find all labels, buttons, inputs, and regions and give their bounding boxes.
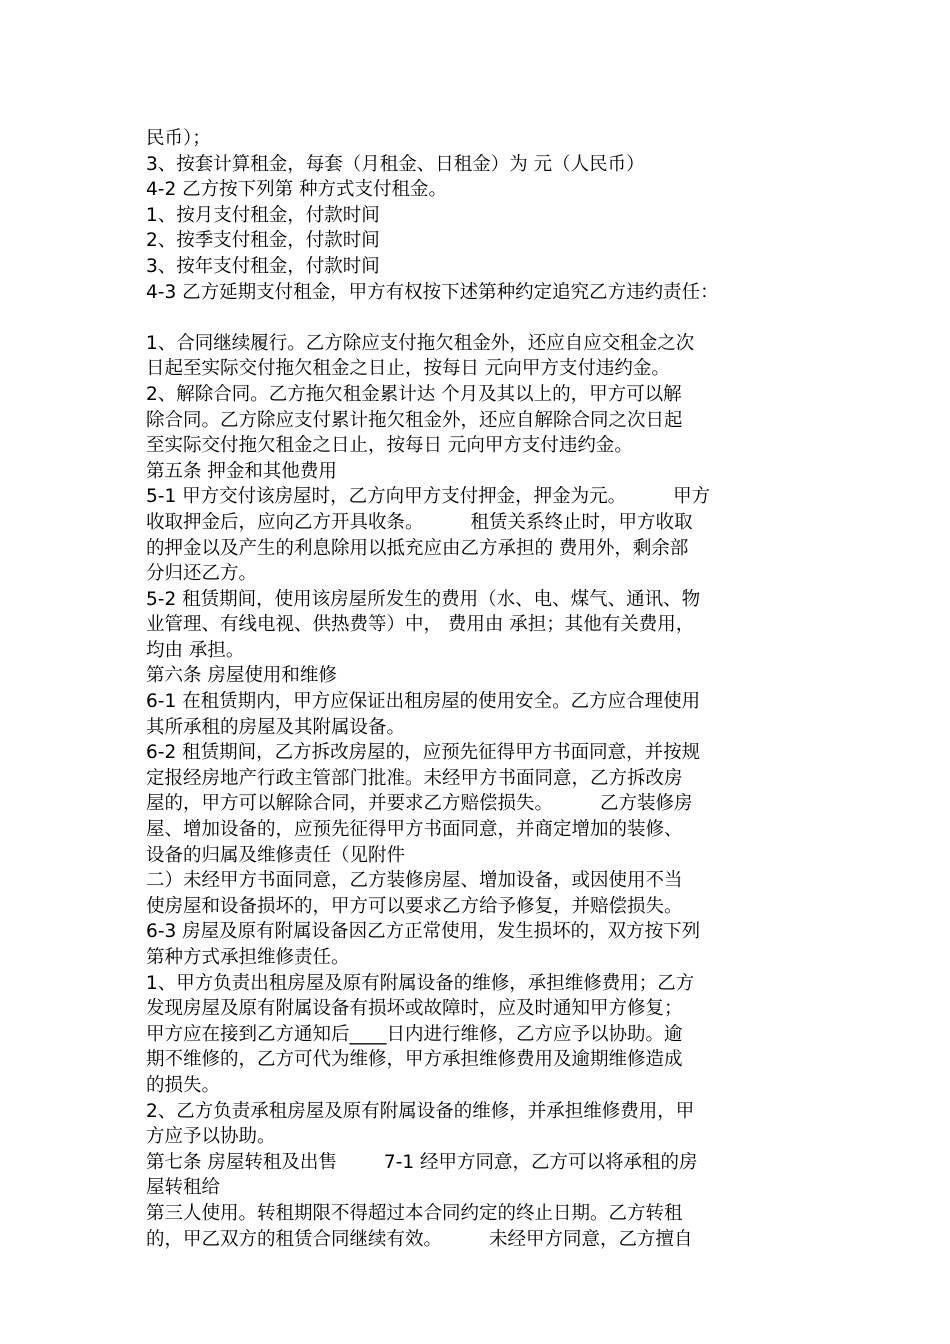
text-line: 第种方式承担维修责任。 [146,947,350,968]
text-line: 均由 承担。 [146,639,245,661]
text-line: 定报经房地产行政主管部门批准。未经甲方书面同意，乙方拆改房 [146,767,683,789]
text-line: 的损失。 [146,1074,221,1096]
text-line: 使房屋和设备损坏的，甲方可以要求乙方给予修复，并赔偿损失。 [146,895,683,917]
text-line: 4-3 乙方延期支付租金，甲方有权按下述第种约定追究乙方违约责任： [146,281,719,303]
text-line: 5-2 租赁期间，使用该房屋所发生的费用（水、电、煤气、通讯、物 [146,588,701,610]
text-line: 方应予以协助。 [146,1126,276,1148]
text-line: 2、解除合同。乙方拖欠租金累计达 个月及其以上的，甲方可以解 [146,383,682,405]
text-line: 除合同。乙方除应支付累计拖欠租金外，还应自解除合同之次日起 [146,409,683,431]
text-line: 发现房屋及原有附属设备有损坏或故障时，应及时通知甲方修复； [146,998,683,1020]
text-line: 屋、增加设备的，应预先征得甲方书面同意，并商定增加的装修、 [146,819,683,841]
text-line: 期不维修的，乙方可代为维修，甲方承担维修费用及逾期维修造成 [146,1049,683,1071]
text-line: 6-3 房屋及原有附属设备因乙方正常使用，发生损坏的，双方按下列 [146,921,701,943]
text-line: 至实际交付拖欠租金之日止，按每日 元向甲方支付违约金。 [146,435,633,457]
section-heading: 第六条 房屋使用和维修 [146,665,337,687]
contract-text [146,126,816,1252]
text-line: 收取押金后，应向乙方开具收条。 租赁关系终止时，甲方收取 [146,511,693,533]
text-line: 设备的归属及维修责任（见附件 [146,844,406,866]
text-line: 5-1 甲方交付该房屋时，乙方向甲方支付押金，押金为元。 甲方 [146,486,711,508]
text-line: 分归还乙方。 [146,563,258,585]
text-line: 的押金以及产生的利息除用以抵充应由乙方承担的 费用外，剩余部 [146,537,689,559]
text-line: 二）未经甲方书面同意，乙方装修房屋、增加设备，或因使用不当 [146,870,683,892]
text-line: 2、按季支付租金，付款时间 [146,230,380,252]
blank-line [146,305,816,331]
text-line: 3、按年支付租金，付款时间 [146,255,380,277]
text-line: 屋的，甲方可以解除合同，并要求乙方赔偿损失。 乙方装修房 [146,793,693,815]
text-line: 日起至实际交付拖欠租金之日止，按每日 元向甲方支付违约金。 [146,358,670,380]
text-line: 民币）； [146,128,211,149]
text-line: 的，甲乙双方的租赁合同继续有效。 未经甲方同意，乙方擅自 [146,1228,693,1250]
text-line: 其所承租的房屋及其附属设备。 [146,716,406,738]
section-heading: 第五条 押金和其他费用 [146,460,337,482]
section-heading: 第七条 房屋转租及出售 7-1 经甲方同意，乙方可以将承租的房 [146,1151,698,1173]
text-line: 甲方应在接到乙方通知后____日内进行维修，乙方应予以协助。逾 [146,1023,683,1045]
text-line: 6-1 在租赁期内，甲方应保证出租房屋的使用安全。乙方应合理使用 [146,691,701,713]
text-line: 3、按套计算租金，每套（月租金、日租金）为 元（人民币） [146,153,645,175]
text-line: 1、合同继续履行。乙方除应支付拖欠租金外，还应自应交租金之次 [146,332,695,354]
text-line: 4-2 乙方按下列第 种方式支付租金。 [146,179,447,201]
text-line: 1、甲方负责出租房屋及原有附属设备的维修，承担维修费用；乙方 [146,972,695,994]
text-line: 1、按月支付租金，付款时间 [146,204,380,226]
text-line: 6-2 租赁期间，乙方拆改房屋的，应预先征得甲方书面同意，并按规 [146,742,701,764]
text-line: 第三人使用。转租期限不得超过本合同约定的终止日期。乙方转租 [146,1202,683,1224]
text-line: 2、乙方负责承租房屋及原有附属设备的维修，并承担维修费用，甲 [146,1100,695,1122]
text-line: 业管理、有线电视、供热费等）中， 费用由 承担；其他有关费用， [146,614,695,636]
text-line: 屋转租给 [146,1177,221,1199]
